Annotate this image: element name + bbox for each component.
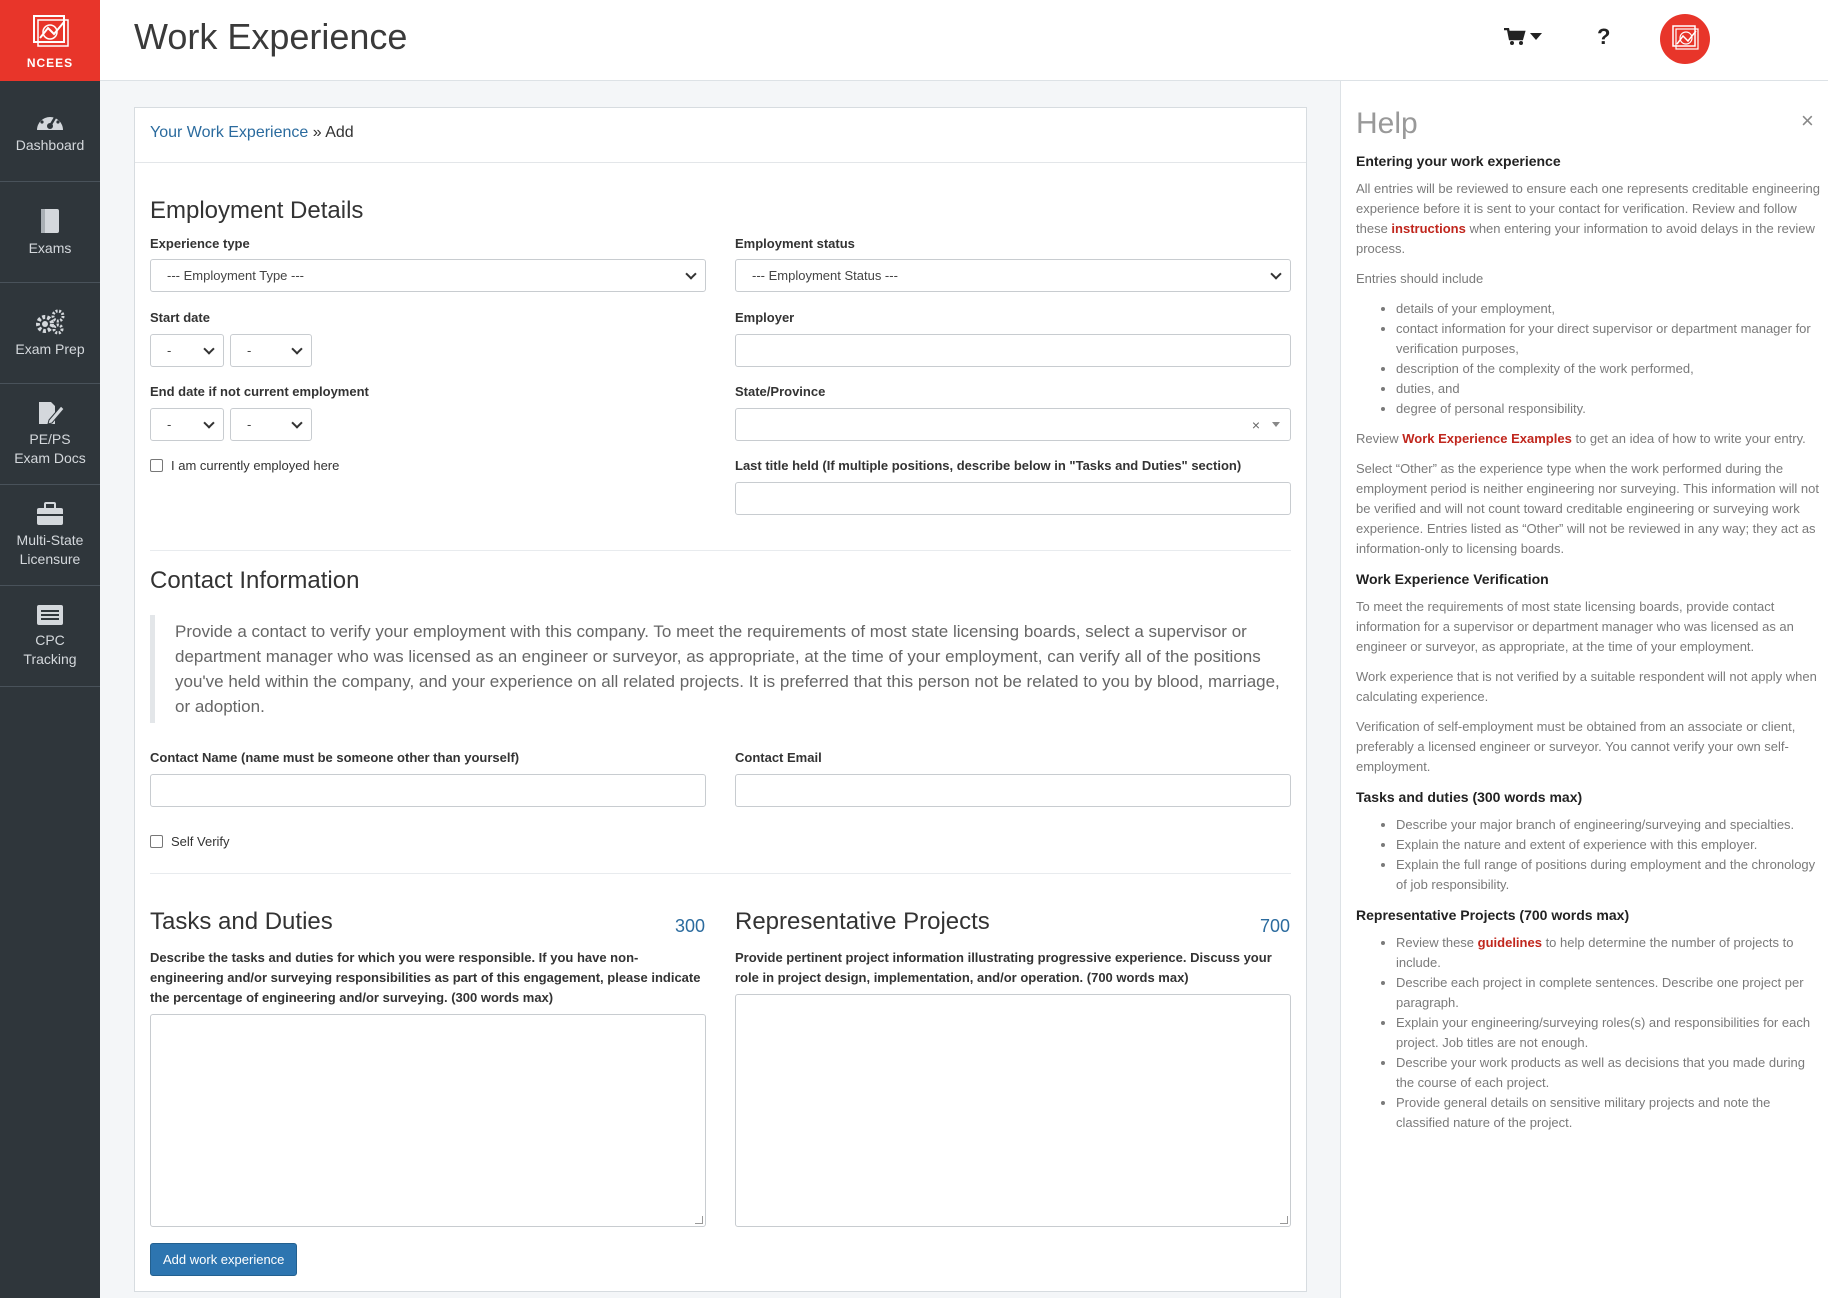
projects-description: Provide pertinent project information illustrating progressive experience. Discuss your role in project design, implementation, and/or operation. (700 words max) — [735, 950, 1272, 985]
guidelines-link[interactable]: guidelines — [1477, 935, 1542, 950]
self-verify-label: Self Verify — [171, 834, 230, 849]
document-edit-icon — [35, 400, 65, 426]
ncees-logo[interactable] — [0, 0, 100, 81]
help-list — [1356, 933, 1822, 1133]
end-month-select[interactable] — [150, 408, 224, 441]
help-paragraph: Select “Other” as the experience type when the work performed during the employment period is neither engineering nor surveying. This information will not be verified and will not count toward creditable engineering or surveying work experience. Entries listed as “Other” will not be reviewed in any way; they act as information-only to licensing boards. — [1356, 461, 1819, 556]
contact-email-input[interactable] — [735, 774, 1291, 807]
state-province-select[interactable] — [735, 408, 1291, 441]
help-text: to help determine the number of projects to include. — [1396, 935, 1794, 970]
help-body — [1356, 151, 1822, 1143]
help-title: Help — [1356, 107, 1418, 140]
avatar[interactable] — [1660, 14, 1710, 64]
caret-down-icon — [1272, 422, 1280, 427]
self-verify-checkbox[interactable] — [150, 835, 163, 848]
help-paragraph — [1356, 429, 1822, 449]
clear-icon[interactable]: × — [1251, 416, 1260, 433]
breadcrumb — [135, 108, 1306, 163]
tasks-duties-heading: Tasks and Duties — [150, 908, 333, 935]
tasks-duties-textarea[interactable] — [150, 1014, 706, 1227]
chevron-down-icon — [1270, 268, 1281, 279]
list-item: • contact information for your direct supervisor or department manager for verification purposes, — [1396, 319, 1822, 359]
nav-cpc-tracking[interactable] — [0, 586, 100, 687]
employment-status-value: --- Employment Status --- — [752, 268, 898, 283]
list-item: • Explain the nature and extent of experience with this employer. — [1396, 835, 1822, 855]
start-month-value: - — [167, 343, 172, 358]
help-text: All entries will be reviewed to ensure each one represents creditable engineering experience before it is sent to your contact for verification. Review and follow these — [1356, 181, 1820, 236]
list-item: • Explain the full range of positions during employment and the chronology of job responsibility. — [1396, 855, 1822, 895]
experience-type-label: Experience type — [150, 236, 250, 251]
nav-exam-prep[interactable] — [0, 283, 100, 384]
instructions-link[interactable]: instructions — [1391, 221, 1466, 236]
nav-exams[interactable] — [0, 182, 100, 283]
top-bar — [100, 0, 1828, 81]
list-item: • Describe each project in complete sentences. Describe one project per paragraph. — [1396, 973, 1822, 1013]
help-heading-tasks: Tasks and duties (300 words max) — [1356, 789, 1583, 805]
last-title-input[interactable] — [735, 482, 1291, 515]
cart-icon — [1504, 28, 1526, 46]
help-list — [1356, 815, 1822, 895]
breadcrumb-link-work-experience[interactable]: Your Work Experience — [150, 124, 309, 141]
list-item: • Provide general details on sensitive military projects and note the classified nature of the project. — [1396, 1093, 1822, 1133]
end-month-value: - — [167, 417, 172, 432]
page-title: Work Experience — [134, 16, 408, 57]
end-year-select[interactable] — [230, 408, 312, 441]
experience-type-value: --- Employment Type --- — [167, 268, 305, 283]
cart-button[interactable] — [1504, 28, 1542, 46]
work-experience-examples-link[interactable]: Work Experience Examples — [1402, 431, 1572, 446]
experience-type-select[interactable] — [150, 259, 706, 292]
help-panel — [1340, 81, 1828, 1298]
list-item: • Describe your work products as well as decisions that you made during the course of each project. — [1396, 1053, 1822, 1093]
contact-description: Provide a contact to verify your employment with this company. To meet the requirements of most state licensing boards, select a supervisor or department manager who was licensed as an engineer or surveyor, as appropriate, at the time of your employment, can verify all of the positions you've held within the company, and your experience on all related projects. It is preferred that this person not be related to you by blood, marriage, or adoption. — [150, 615, 1291, 723]
contact-name-input[interactable] — [150, 774, 706, 807]
sidebar — [0, 0, 100, 1298]
nav-label-multi-state: Multi-State Licensure — [16, 532, 84, 567]
list-item — [1396, 933, 1822, 973]
representative-projects-textarea[interactable] — [735, 994, 1291, 1227]
list-item: • Describe your major branch of engineering/surveying and specialties. — [1396, 815, 1822, 835]
end-year-value: - — [247, 417, 252, 432]
logo-text: NCEES — [26, 55, 74, 70]
avatar-logo-icon — [1660, 14, 1710, 64]
book-icon — [37, 207, 63, 235]
list-icon — [35, 603, 65, 627]
help-paragraph — [1356, 179, 1822, 259]
contact-information-heading: Contact Information — [150, 567, 360, 594]
projects-word-count: 700 — [1260, 916, 1291, 936]
currently-employed-checkbox[interactable] — [150, 459, 163, 472]
breadcrumb-separator: » — [312, 124, 322, 141]
nav-multi-state[interactable] — [0, 485, 100, 586]
resize-handle[interactable] — [1280, 1216, 1288, 1224]
last-title-label: Last title held (If multiple positions, describe below in "Tasks and Duties" section) — [735, 458, 1242, 473]
chevron-down-icon — [291, 343, 302, 354]
nav-label-dashboard: Dashboard — [15, 136, 85, 153]
help-paragraph: Work experience that is not verified by a suitable respondent will not apply when calculating experience. — [1356, 669, 1817, 704]
employment-status-select[interactable] — [735, 259, 1291, 292]
ncees-logo-icon — [28, 12, 72, 52]
chevron-down-icon — [685, 268, 696, 279]
list-item: • Explain your engineering/surveying roles(s) and responsibilities for each project. Job titles are not enough. — [1396, 1013, 1822, 1053]
chevron-down-icon — [291, 417, 302, 428]
start-month-select[interactable] — [150, 334, 224, 367]
start-year-value: - — [247, 343, 252, 358]
nav-label-cpc-tracking: CPC Tracking — [23, 632, 77, 667]
help-paragraph: To meet the requirements of most state licensing boards, provide contact information for a supervisor or department manager who was licensed as an engineer or surveyor, as appropriate, at the time of your employment. — [1356, 599, 1794, 654]
help-paragraph: Verification of self-employment must be obtained from an associate or client, preferably a licensed engineer or surveyor. You cannot verify your own self-employment. — [1356, 719, 1796, 774]
help-heading-projects: Representative Projects (700 words max) — [1356, 907, 1630, 923]
work-experience-form-card — [134, 107, 1307, 1292]
state-province-label: State/Province — [735, 384, 826, 399]
list-item: • details of your employment, — [1396, 299, 1822, 319]
start-year-select[interactable] — [230, 334, 312, 367]
help-heading-entering: Entering your work experience — [1356, 153, 1561, 169]
contact-name-label: Contact Name (name must be someone other than yourself) — [150, 750, 520, 765]
add-work-experience-button[interactable]: Add work experience — [150, 1243, 297, 1276]
nav-exam-docs[interactable] — [0, 384, 100, 485]
tasks-word-count: 300 — [675, 916, 706, 936]
gears-icon — [34, 308, 66, 336]
list-item: • duties, and — [1396, 379, 1822, 399]
help-paragraph: Entries should include — [1356, 271, 1484, 286]
help-heading-verification: Work Experience Verification — [1356, 571, 1549, 587]
chevron-down-icon — [203, 343, 214, 354]
breadcrumb-current: Add — [325, 124, 354, 141]
tasks-description: Describe the tasks and duties for which you were responsible. If you have non-engineering and/or surveying responsibilities as part of this engagement, please indicate the percentage of engineering and/or surveying. (300 words max) — [150, 950, 701, 1005]
employment-details-heading: Employment Details — [150, 197, 364, 224]
self-verify-row[interactable] — [150, 834, 230, 849]
nav-label-exams: Exams — [28, 239, 72, 256]
end-date-label: End date if not current employment — [150, 384, 369, 399]
representative-projects-heading: Representative Projects — [735, 908, 990, 935]
resize-handle[interactable] — [695, 1216, 703, 1224]
nav-dashboard[interactable] — [0, 81, 100, 182]
employer-input[interactable] — [735, 334, 1291, 367]
section-divider — [150, 550, 1291, 551]
nav-label-exam-docs: PE/PS Exam Docs — [14, 431, 86, 466]
currently-employed-label: I am currently employed here — [171, 458, 340, 473]
help-text: Review — [1356, 431, 1403, 446]
list-item: • description of the complexity of the work performed, — [1396, 359, 1822, 379]
section-divider — [150, 873, 1291, 874]
nav-label-exam-prep: Exam Prep — [15, 340, 85, 357]
briefcase-icon — [35, 501, 65, 527]
employment-status-label: Employment status — [735, 236, 855, 251]
help-text: to get an idea of how to write your entry. — [1571, 431, 1806, 446]
close-icon[interactable]: × — [1801, 108, 1814, 133]
list-item: • degree of personal responsibility. — [1396, 399, 1822, 419]
dashboard-icon — [35, 108, 65, 132]
contact-email-label: Contact Email — [735, 750, 822, 765]
caret-down-icon — [1530, 33, 1542, 41]
start-date-label: Start date — [150, 310, 210, 325]
chevron-down-icon — [203, 417, 214, 428]
currently-employed-row[interactable] — [150, 458, 339, 473]
help-text: when entering your information to avoid delays in the review process. — [1356, 221, 1815, 256]
help-text: Review these — [1396, 935, 1478, 950]
employer-label: Employer — [735, 310, 795, 325]
help-button[interactable]: ? — [1597, 24, 1611, 49]
help-list — [1356, 299, 1822, 419]
